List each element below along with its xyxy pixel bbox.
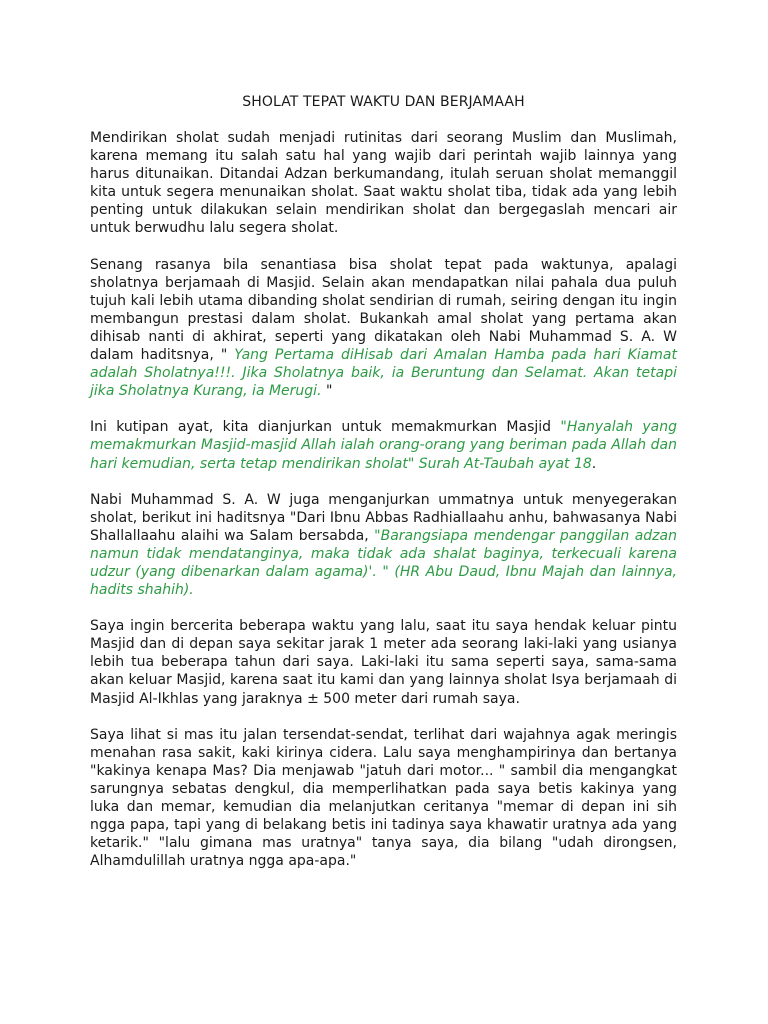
paragraph (90, 617, 677, 707)
page-title: SHOLAT TEPAT WAKTU DAN BERJAMAAH (242, 94, 525, 110)
body-text: Senang rasanya bila senantiasa bisa sholat tepat pada waktunya, apalagi sholatnya berjamaah di Masjid. Selain akan mendapatkan nilai pahala dua puluh tujuh kali lebih utama dibanding sholat sendirian di rumah, seiring dengan itu ingin membangun prestasi dalam sholat. Bukankah amal sholat yang pertama akan dihisab nanti di akhirat, seperti yang dikatakan oleh Nabi Muhammad S. A. W dalam haditsnya, " (90, 256, 677, 364)
body-text: Mendirikan sholat sudah menjadi rutinitas dari seorang Muslim dan Muslimah, karena memang itu salah satu hal yang wajib dari perintah wajib lainnya yang harus ditunaikan. Ditandai Adzan berkumandang, itulah seruan sholat memanggil kita untuk segera menunaikan sholat. Saat waktu sholat tiba, tidak ada yang lebih penting untuk dilakukan selain mendirikan sholat dan bergegaslah mencari air untuk berwudhu lalu segera sholat. (90, 130, 677, 237)
paragraph (90, 256, 677, 401)
document-page (90, 93, 677, 870)
body-text: Ini kutipan ayat, kita dianjurkan untuk memakmurkan Masjid (90, 419, 561, 436)
quoted-text: "Barangsiapa mendengar panggilan adzan namun tidak mendatanginya, maka tidak ada shalat baginya, terkecuali karena udzur (yang dibenarkan dalam agama)'. " (HR Abu Daud, Ibnu Majah dan lainnya, hadits shahih). (90, 527, 677, 599)
article-body (90, 129, 677, 870)
quoted-text: Yang Pertama diHisab dari Amalan Hamba pada hari Kiamat adalah Sholatnya!!!. Jika Sholatnya baik, ia Beruntung dan Selamat. Akan tetapi jika Sholatnya Kurang, ia Merugi. (90, 347, 677, 400)
paragraph (90, 129, 677, 238)
paragraph (90, 726, 677, 871)
quoted-text: "Hanyalah yang memakmurkan Masjid-masjid Allah ialah orang-orang yang beriman pada Allah dan hari kemudian, serta tetap mendirikan sholat" Surah At-Taubah ayat 18 (90, 419, 677, 472)
body-text: Nabi Muhammad S. A. W juga menganjurkan ummatnya untuk menyegerakan sholat, berikut ini haditsnya "Dari Ibnu Abbas Radhiallaahu anhu, bahwasanya Nabi Shallallaahu alaihi wa Salam bersabda, (90, 491, 677, 544)
paragraph (90, 418, 677, 472)
body-text: " (321, 383, 333, 400)
body-text: Saya lihat si mas itu jalan tersendat-sendat, terlihat dari wajahnya agak meringis menahan rasa sakit, kaki kirinya cidera. Lalu saya menghampirinya dan bertanya "kakinya kenapa Mas? Dia menjawab "jatuh dari motor... " sambil dia mengangkat sarungnya sebatas dengkul, dia memperlihatkan pada saya betis kakinya yang luka dan memar, kemudian dia melanjutkan ceritanya "memar di depan ini sih ngga papa, tapi yang di belakang betis ini tadinya saya khawatir uratnya ada yang ketarik." "lalu gimana mas uratnya" tanya saya, dia bilang "udah dirongsen, Alhamdulillah uratnya ngga apa-apa." (90, 726, 677, 870)
body-text: Saya ingin bercerita beberapa waktu yang lalu, saat itu saya hendak keluar pintu Masjid dan di depan saya sekitar jarak 1 meter ada seorang laki-laki yang usianya lebih tua beberapa tahun dari saya. Laki-laki itu sama seperti saya, sama-sama akan keluar Masjid, karena saat itu kami dan yang lainnya sholat Isya berjamaah di Masjid Al-Ikhlas yang jaraknya ± 500 meter dari rumah saya. (90, 618, 677, 707)
body-text: . (591, 455, 597, 472)
paragraph (90, 491, 677, 600)
